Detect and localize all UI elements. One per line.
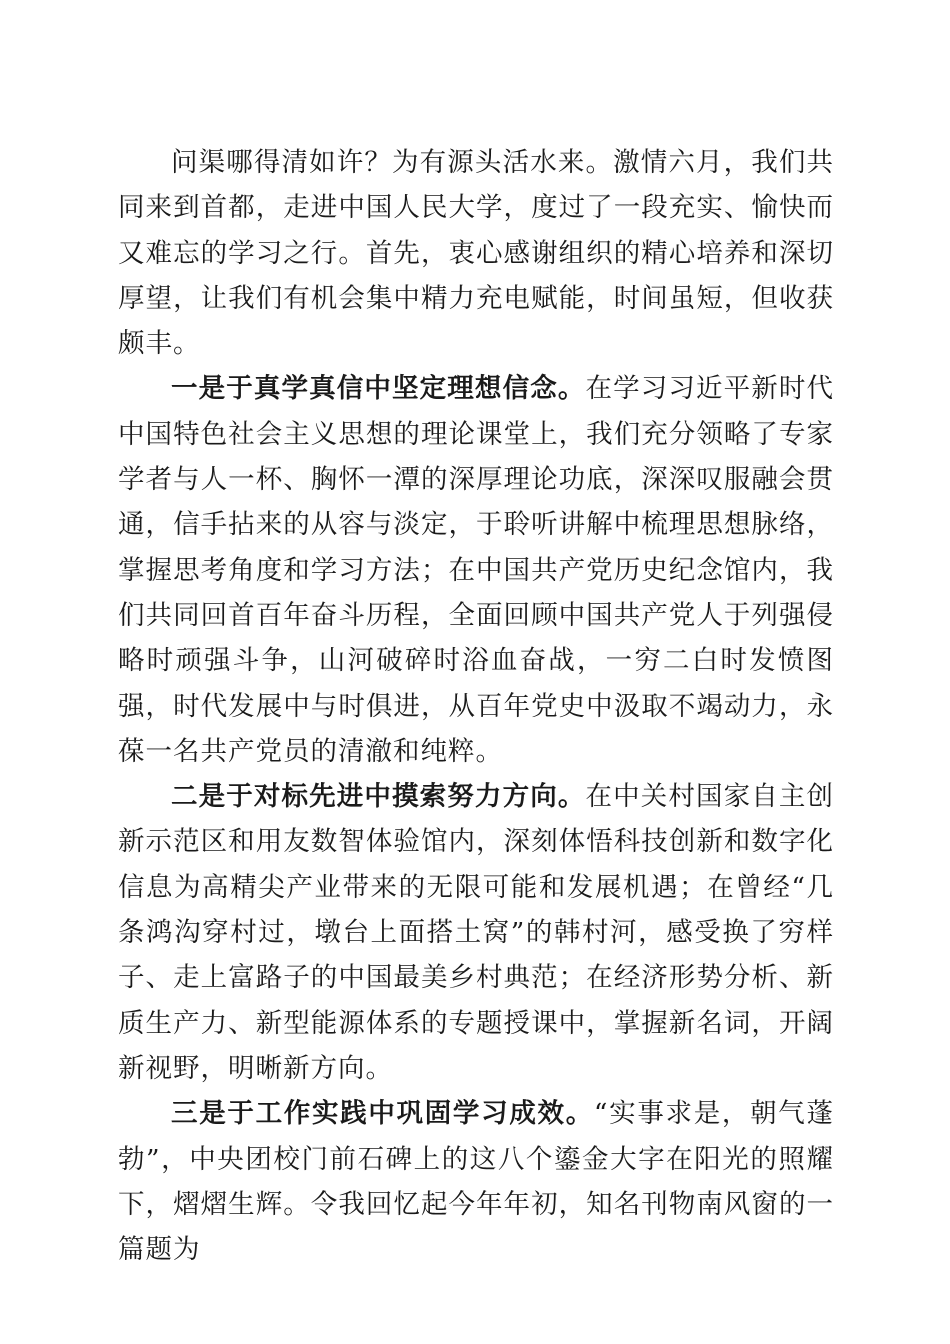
paragraph-lead: 三是于工作实践中巩固学习成效。 [171, 1098, 594, 1130]
paragraph-lead: 一是于真学真信中坚定理想信念。 [171, 373, 586, 405]
paragraph-text: 在学习习近平新时代中国特色社会主义思想的理论课堂上，我们充分领略了专家学者与人一杯、胸怀一潭的深厚理论功底，深深叹服融会贯通，信手拈来的从容与淡定，于聆听讲解中梳理思想脉络，掌握思考角度和学习方法；在中国共产党历史纪念馆内，我们共同回首百年奋斗历程，全面回顾中国共产党人于列强侵略时顽强斗争，山河破碎时浴血奋战，一穷二白时发愤图强，时代发展中与时俱进，从百年党史中汲取不竭动力，永葆一名共产党员的清澈和纯粹。 [118, 373, 835, 767]
paragraph-lead: 二是于对标先进中摸索努力方向。 [171, 781, 586, 813]
paragraph-intro [118, 140, 834, 366]
paragraph-point-one [118, 366, 834, 774]
paragraph-text: “实事求是，朝气蓬勃”，中央团校门前石碑上的这八个鎏金大字在阳光的照耀下，熠熠生辉。令我回忆起今年年初，知名刊物南风窗的一篇题为 [118, 1098, 834, 1266]
paragraph-text: 在中关村国家自主创新示范区和用友数智体验馆内，深刻体悟科技创新和数字化信息为高精尖产业带来的无限可能和发展机遇；在曾经“几条鸿沟穿村过，墩台上面搭土窝”的韩村河，感受换了穷样子、走上富路子的中国最美乡村典范；在经济形势分析、新质生产力、新型能源体系的专题授课中，掌握新名词，开阔新视野，明晰新方向。 [118, 781, 835, 1084]
paragraph-text: 问渠哪得清如许？为有源头活水来。激情六月，我们共同来到首都，走进中国人民大学，度过了一段充实、愉快而又难忘的学习之行。首先，衷心感谢组织的精心培养和深切厚望，让我们有机会集中精力充电赋能，时间虽短，但收获颇丰。 [118, 147, 834, 360]
paragraph-point-two [118, 774, 834, 1091]
document-body [118, 140, 834, 1272]
paragraph-point-three [118, 1091, 834, 1272]
